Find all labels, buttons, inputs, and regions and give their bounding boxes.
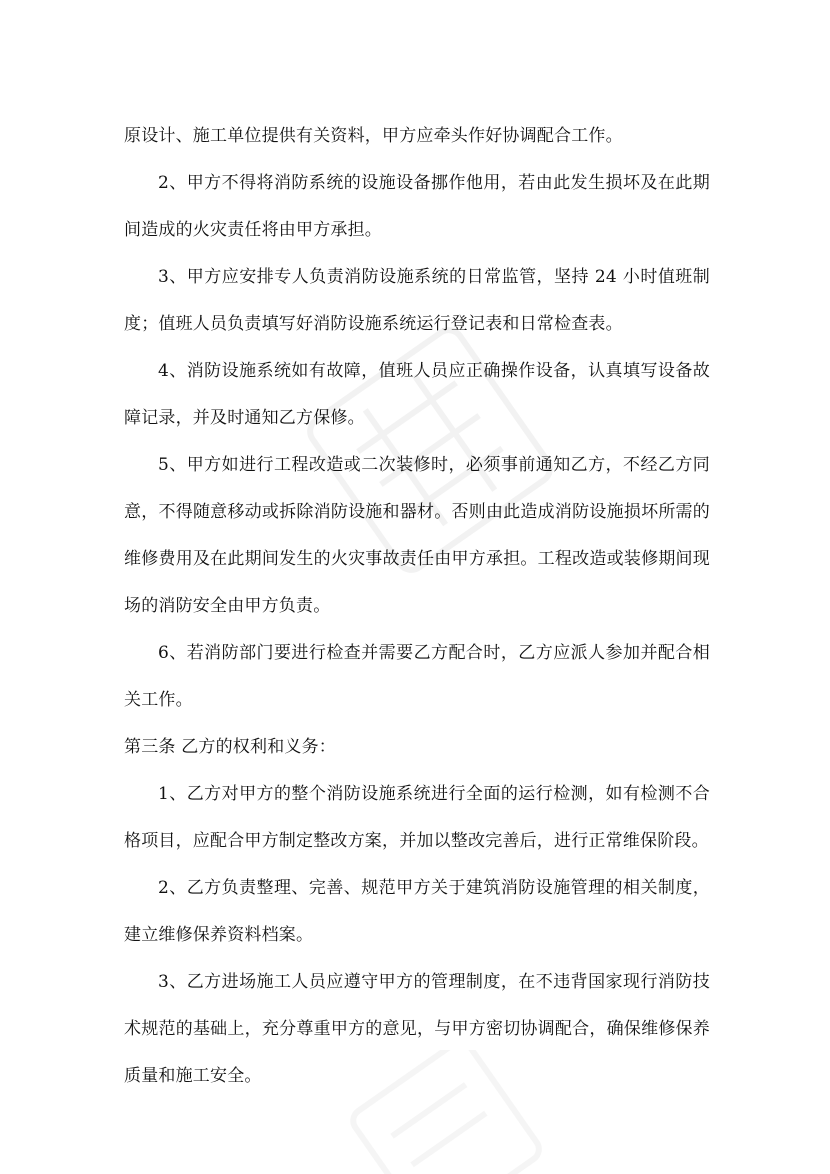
paragraph: 3、甲方应安排专人负责消防设施系统的日常监管，坚持 24 小时值班制度；值班人员负责填写好消防设施系统运行登记表和日常检查表。	[124, 267, 710, 334]
paragraph: 6、若消防部门要进行检查并需要乙方配合时，乙方应派人参加并配合相关工作。	[124, 643, 710, 710]
document-body	[124, 113, 710, 1100]
paragraph: 4、消防设施系统如有故障，值班人员应正确操作设备，认真填写设备故障记录，并及时通知乙方保修。	[124, 361, 710, 428]
section-heading: 第三条 乙方的权利和义务：	[124, 737, 337, 757]
paragraph: 5、甲方如进行工程改造或二次装修时，必须事前通知乙方，不经乙方同意，不得随意移动或拆除消防设施和器材。否则由此造成消防设施损坏所需的维修费用及在此期间发生的火灾事故责任由甲方承担。工程改造或装修期间现场的消防安全由甲方负责。	[124, 455, 710, 616]
paragraph: 2、甲方不得将消防系统的设施设备挪作他用，若由此发生损坏及在此期间造成的火灾责任将由甲方承担。	[124, 173, 710, 240]
paragraph: 3、乙方进场施工人员应遵守甲方的管理制度，在不违背国家现行消防技术规范的基础上，充分尊重甲方的意见，与甲方密切协调配合，确保维修保养质量和施工安全。	[124, 972, 710, 1086]
paragraph: 2、乙方负责整理、完善、规范甲方关于建筑消防设施管理的相关制度，建立维修保养资料档案。	[124, 878, 710, 945]
paragraph: 原设计、施工单位提供有关资料，甲方应牵头作好协调配合工作。	[124, 126, 623, 146]
paragraph: 1、乙方对甲方的整个消防设施系统进行全面的运行检测，如有检测不合格项目，应配合甲方制定整改方案，并加以整改完善后，进行正常维保阶段。	[124, 784, 710, 851]
